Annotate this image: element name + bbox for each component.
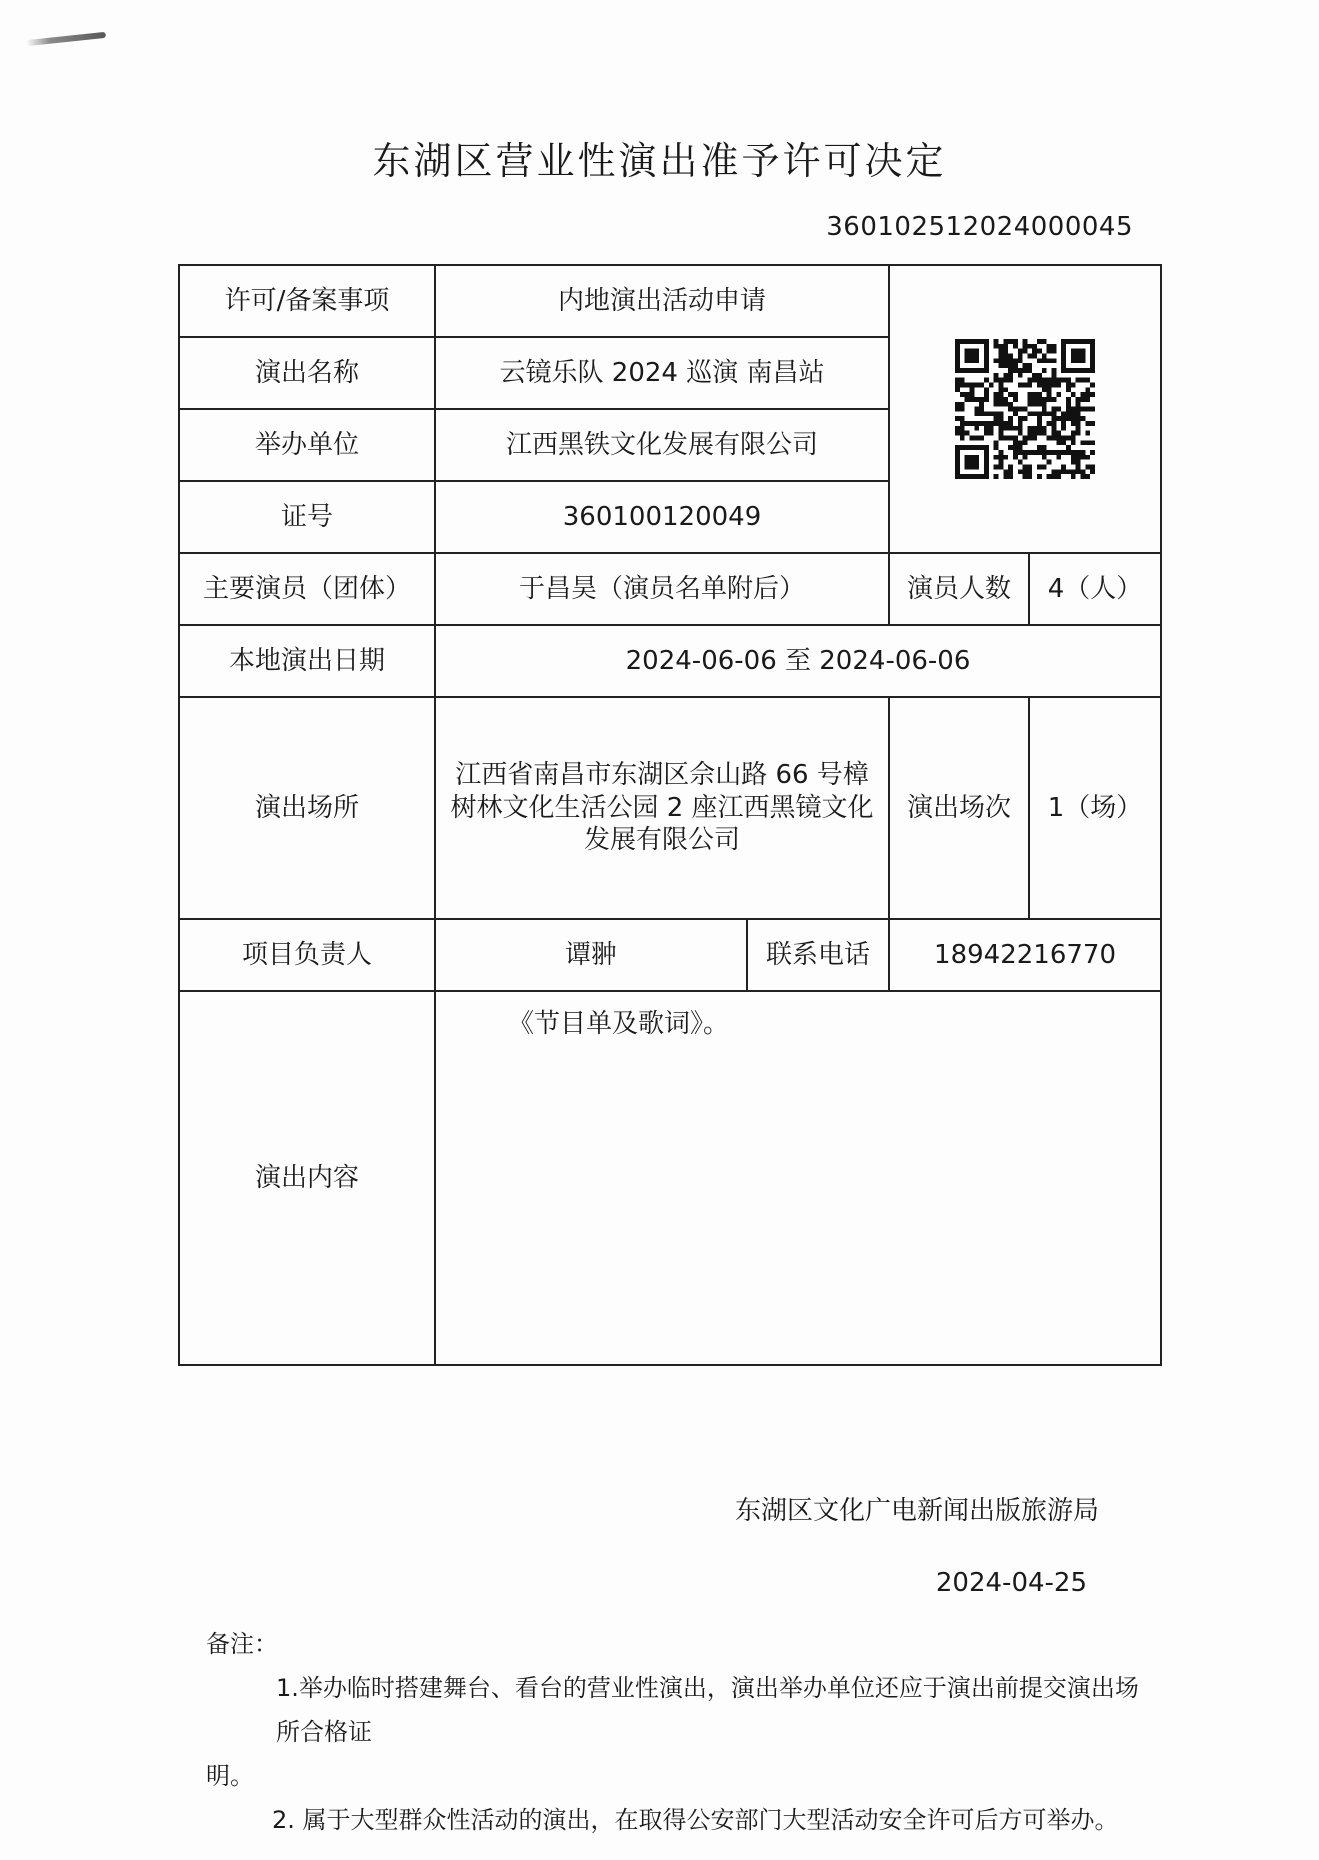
venue-line-2: 树林文化生活公园 2 座江西黑镜文化: [450, 792, 874, 823]
label-manager: 项目负责人: [179, 919, 435, 991]
permit-form-table: [178, 264, 1162, 1366]
label-name: 演出名称: [179, 337, 435, 409]
value-phone: 18942216770: [889, 919, 1161, 991]
label-content: 演出内容: [179, 991, 435, 1365]
row-venue: [179, 697, 1161, 919]
row-content: [179, 991, 1161, 1365]
remark-1: 1.举办临时搭建舞台、看台的营业性演出，演出举办单位还应于演出前提交演出场所合格证: [276, 1674, 1139, 1746]
qr-code-icon: [955, 339, 1095, 479]
label-phone: 联系电话: [747, 919, 889, 991]
venue-line-1: 江西省南昌市东湖区佘山路 66 号樟: [455, 760, 869, 791]
issue-date: 2024-04-25: [935, 1568, 1087, 1598]
value-item: 内地演出活动申请: [435, 265, 889, 337]
row-manager: [179, 919, 1161, 991]
row-performers: [179, 553, 1161, 625]
issuing-authority: 东湖区文化广电新闻出版旅游局: [734, 1496, 1099, 1526]
value-content: 《节目单及歌词》。: [435, 991, 1161, 1365]
label-item: 许可/备案事项: [179, 265, 435, 337]
row-item: [179, 265, 1161, 337]
value-organizer: 江西黑铁文化发展有限公司: [435, 409, 889, 481]
label-license: 证号: [179, 481, 435, 553]
venue-line-3: 发展有限公司: [584, 825, 741, 856]
remarks: [206, 1622, 1146, 1842]
document-number: 360102512024000045: [826, 212, 1133, 242]
value-performers: 于昌昊（演员名单附后）: [435, 553, 889, 625]
qr-cell: [889, 265, 1161, 553]
label-venue: 演出场所: [179, 697, 435, 919]
value-date: 2024-06-06 至 2024-06-06: [435, 625, 1161, 697]
pen-mark: [26, 32, 106, 46]
label-performer-count: 演员人数: [889, 553, 1029, 625]
remark-2: 2. 属于大型群众性活动的演出，在取得公安部门大型活动安全许可后方可举办。: [272, 1806, 1119, 1834]
value-sessions: 1（场）: [1029, 697, 1161, 919]
value-venue: [435, 697, 889, 919]
label-organizer: 举办单位: [179, 409, 435, 481]
document-title: 东湖区营业性演出准予许可决定: [372, 139, 947, 183]
remarks-title: 备注：: [206, 1630, 278, 1658]
value-name: 云镜乐队 2024 巡演 南昌站: [435, 337, 889, 409]
value-performer-count: 4（人）: [1029, 553, 1161, 625]
value-license: 360100120049: [435, 481, 889, 553]
row-date: [179, 625, 1161, 697]
remark-1-continued: 明。: [206, 1762, 254, 1790]
label-performers: 主要演员（团体）: [179, 553, 435, 625]
value-manager: 谭翀: [435, 919, 747, 991]
label-date: 本地演出日期: [179, 625, 435, 697]
label-sessions: 演出场次: [889, 697, 1029, 919]
